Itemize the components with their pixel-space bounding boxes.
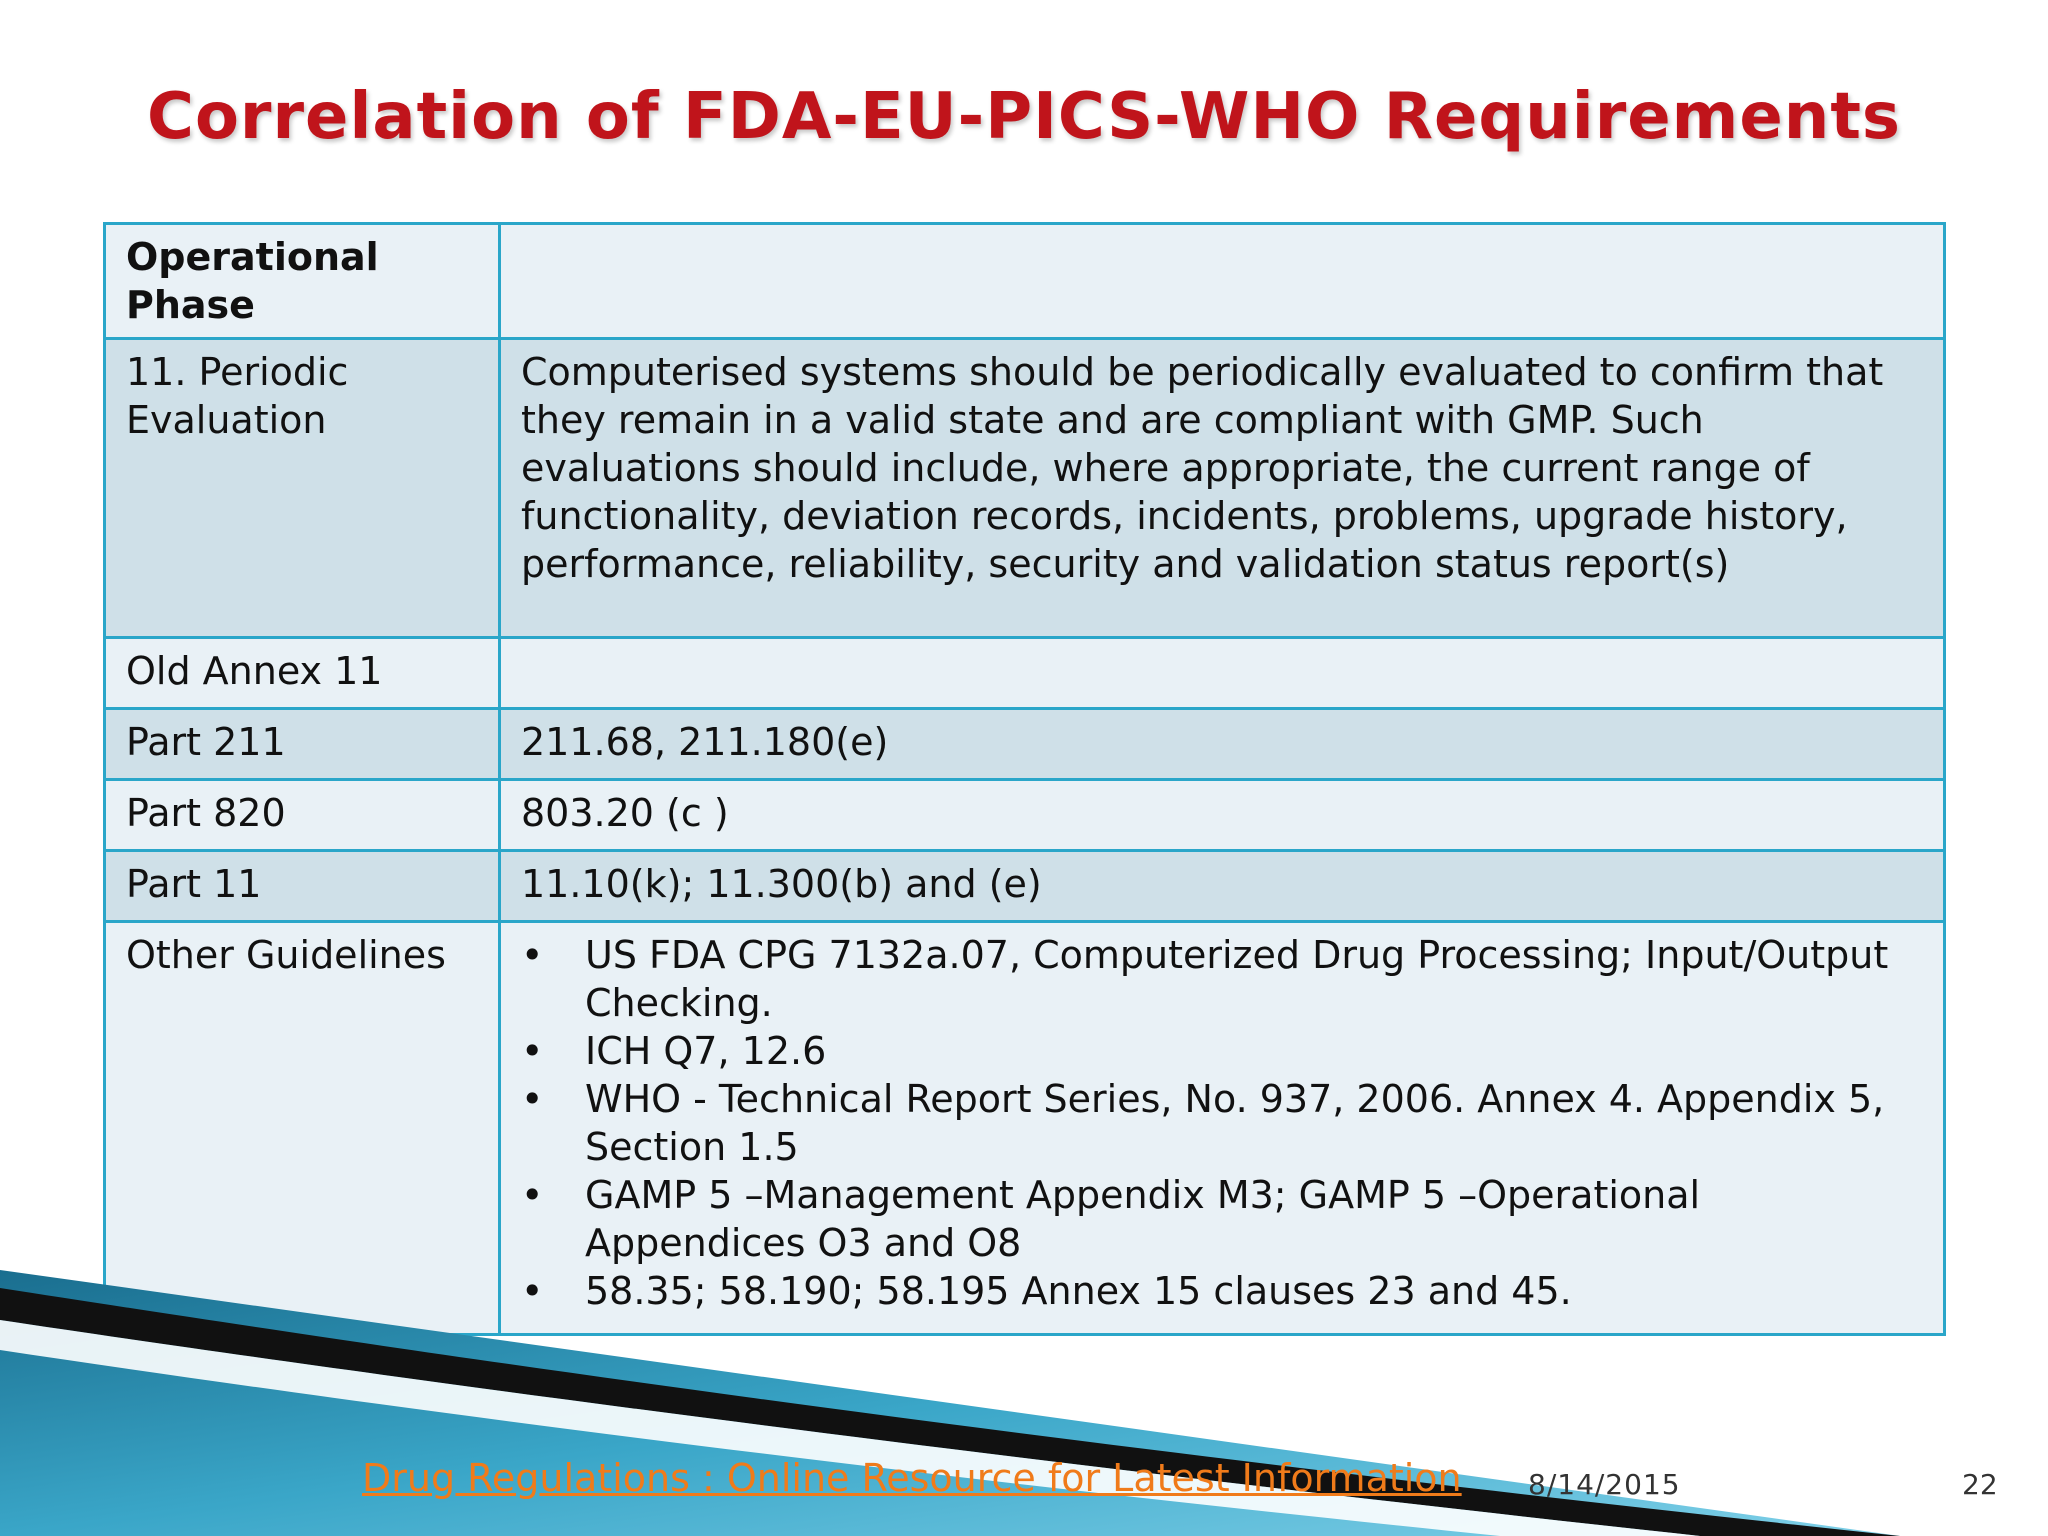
periodic-evaluation-text: Computerised systems should be periodically evaluated to confirm that they remain in a valid state and are compliant with GMP. Such evaluations should include, where appropriate, the current range of functionality, deviation records, incidents, problems, upgrade history, performance, reliability, security and validation status report(s) (500, 339, 1945, 638)
other-guidelines-label: Other Guidelines (105, 922, 500, 1335)
part-211-label: Part 211 (105, 709, 500, 780)
operational-phase-value (500, 224, 1945, 339)
table-row-old-annex (105, 638, 1945, 709)
old-annex-label: Old Annex 11 (105, 638, 500, 709)
requirements-table (103, 222, 1946, 1336)
slide-title: Correlation of FDA-EU-PICS-WHO Requirements (146, 80, 1902, 154)
list-item (521, 1027, 1923, 1075)
table-row-part-11 (105, 851, 1945, 922)
part-820-value: 803.20 (c ) (500, 780, 1945, 851)
table-row-part-211 (105, 709, 1945, 780)
table-row-periodic-evaluation (105, 339, 1945, 638)
table-row-header (105, 224, 1945, 339)
part-211-value: 211.68, 211.180(e) (500, 709, 1945, 780)
guideline-text: GAMP 5 –Management Appendix M3; GAMP 5 –Operational Appendices O3 and O8 (585, 1173, 1701, 1265)
part-11-value: 11.10(k); 11.300(b) and (e) (500, 851, 1945, 922)
list-item (521, 1171, 1923, 1267)
old-annex-value (500, 638, 1945, 709)
slide-page-number: 22 (1962, 1468, 1998, 1501)
periodic-evaluation-label: 11. Periodic Evaluation (105, 339, 500, 638)
guideline-text: WHO - Technical Report Series, No. 937, 2006. Annex 4. Appendix 5, Section 1.5 (585, 1077, 1885, 1169)
bullet-icon: • (521, 1173, 544, 1217)
guidelines-list (521, 931, 1923, 1315)
slide-date: 8/14/2015 (1528, 1468, 1681, 1501)
bullet-icon: • (521, 1077, 544, 1121)
bullet-icon: • (521, 1269, 544, 1313)
bullet-icon: • (521, 1029, 544, 1073)
operational-phase-label: Operational Phase (105, 224, 500, 339)
table-row-part-820 (105, 780, 1945, 851)
list-item (521, 1075, 1923, 1171)
part-11-label: Part 11 (105, 851, 500, 922)
guideline-text: 58.35; 58.190; 58.195 Annex 15 clauses 23 and 45. (585, 1269, 1572, 1313)
list-item (521, 931, 1923, 1027)
guideline-text: ICH Q7, 12.6 (585, 1029, 827, 1073)
footer-website-link[interactable]: Drug Regulations : Online Resource for Latest Information (362, 1456, 1462, 1500)
bullet-icon: • (521, 933, 544, 977)
guideline-text: US FDA CPG 7132a.07, Computerized Drug Processing; Input/Output Checking. (585, 933, 1889, 1025)
part-820-label: Part 820 (105, 780, 500, 851)
